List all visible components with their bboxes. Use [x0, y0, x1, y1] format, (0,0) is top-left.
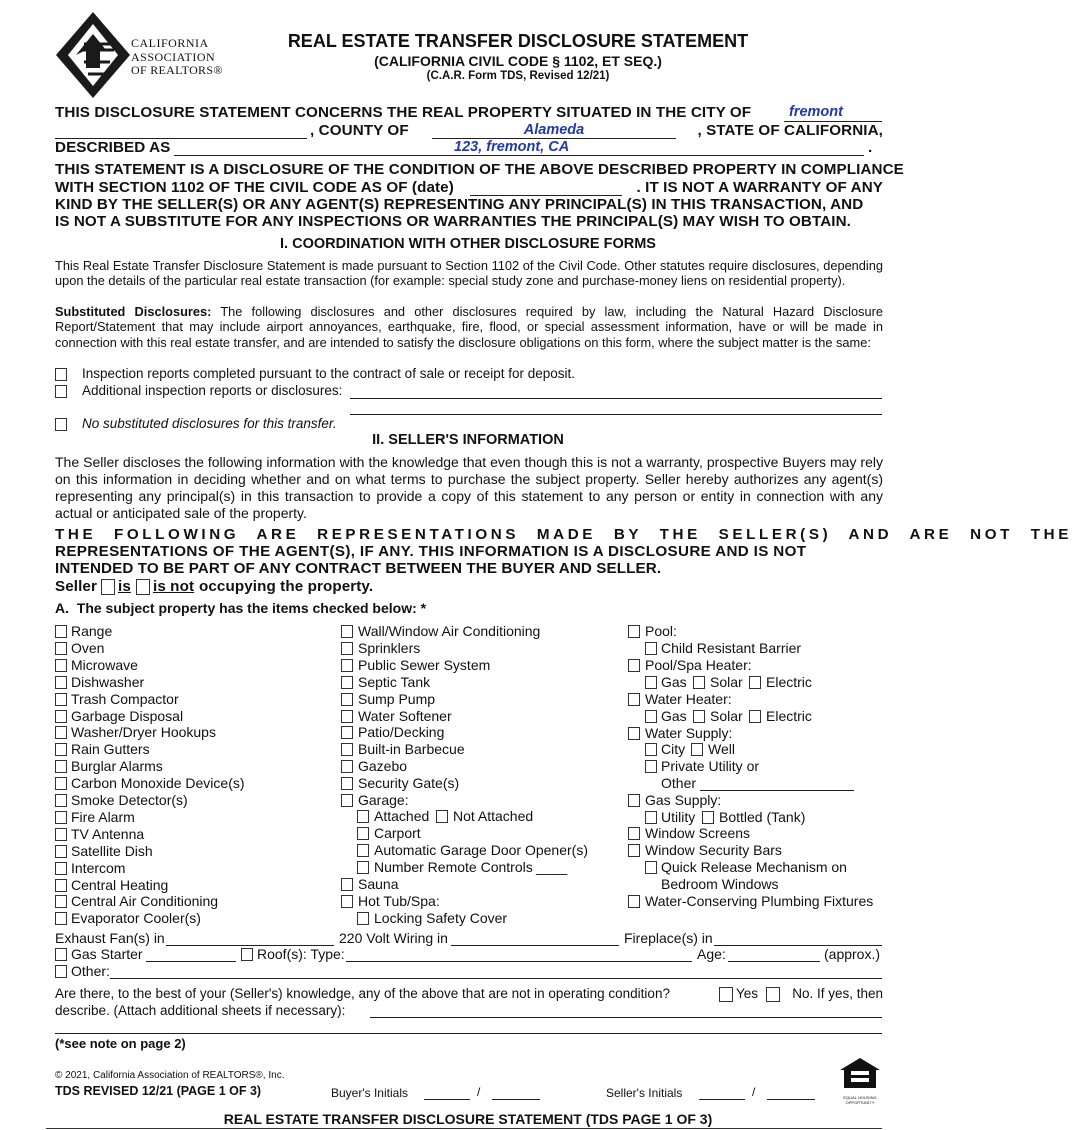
operating-no-label: No. If yes, then — [792, 986, 883, 1001]
county-value[interactable]: Alameda — [523, 122, 585, 138]
seller-is-checkbox[interactable] — [101, 579, 115, 595]
garage-opener-label: Automatic Garage Door Opener(s) — [374, 842, 588, 858]
fire-alarm-label: Fire Alarm — [71, 808, 135, 825]
central-heating-label: Central Heating — [71, 876, 169, 893]
seller-slash: / — [752, 1085, 756, 1099]
water-softener-label: Water Softener — [358, 707, 452, 724]
dishwasher-checkbox[interactable] — [55, 676, 67, 689]
described-period: . — [868, 139, 873, 156]
ws-private-label: Private Utility or — [661, 758, 760, 774]
buyers-initials-label: Buyer's Initials — [331, 1086, 408, 1100]
pool-electric-checkbox[interactable] — [749, 676, 761, 689]
water-conserving-checkbox[interactable] — [628, 895, 640, 908]
gas-supply-label: Gas Supply: — [645, 792, 722, 808]
other-field[interactable] — [110, 978, 882, 979]
see-note: (*see note on page 2) — [55, 1036, 186, 1051]
logo-line1: CALIFORNIA — [131, 36, 209, 50]
logo-line3: OF REALTORS® — [131, 63, 223, 77]
ws-private-checkbox[interactable] — [645, 760, 657, 773]
ws-city-checkbox[interactable] — [645, 743, 657, 756]
seller-is-not: is not — [153, 578, 195, 595]
central-heating-checkbox[interactable] — [55, 879, 67, 892]
carport-label: Carport — [374, 825, 421, 841]
county-label: , COUNTY OF — [310, 122, 409, 139]
page-footer-title: REAL ESTATE TRANSFER DISCLOSURE STATEMENT (TDS PAGE 1 OF 3) — [223, 1111, 713, 1127]
central-air-conditioning-label: Central Air Conditioning — [71, 893, 219, 910]
pool-checkbox[interactable] — [628, 625, 640, 638]
window-screens-label: Window Screens — [645, 825, 751, 841]
operating-yes-label: Yes — [736, 986, 759, 1001]
rain-gutters-label: Rain Gutters — [71, 741, 150, 758]
car-logo — [54, 10, 224, 102]
gazebo-checkbox[interactable] — [341, 760, 353, 773]
age-label: Age: — [697, 946, 726, 962]
garbage-disposal-label: Garbage Disposal — [71, 707, 184, 724]
washer-dryer-hookups-label: Washer/Dryer Hookups — [71, 724, 216, 741]
remote-checkbox[interactable] — [357, 861, 369, 874]
ws-other-field[interactable] — [700, 790, 854, 791]
window-bars-label: Window Security Bars — [645, 842, 782, 858]
statement-line2a: WITH SECTION 1102 OF THE CIVIL CODE AS OF (date) — [55, 179, 454, 196]
wh-electric-label: Electric — [766, 708, 812, 724]
section2-bold1 — [55, 526, 1072, 543]
copyright: © 2021, California Association of REALTORS®, Inc. — [55, 1070, 285, 1081]
seller-is-not-checkbox[interactable] — [136, 579, 150, 595]
built-in-barbecue-label: Built-in Barbecue — [358, 741, 465, 758]
buyer-initial-2[interactable] — [492, 1099, 540, 1100]
garage-checkbox[interactable] — [341, 794, 353, 807]
sump-pump-checkbox[interactable] — [341, 693, 353, 706]
seller-initial-2[interactable] — [767, 1099, 815, 1100]
water-heater-checkbox[interactable] — [628, 693, 640, 706]
pool-solar-checkbox[interactable] — [693, 676, 705, 689]
wiring-field[interactable] — [451, 945, 619, 946]
seller-is: is — [118, 578, 131, 595]
patio-decking-checkbox[interactable] — [341, 726, 353, 739]
septic-tank-checkbox[interactable] — [341, 676, 353, 689]
property-intro: THIS DISCLOSURE STATEMENT CONCERNS THE REAL PROPERTY SITUATED IN THE CITY OF — [55, 104, 752, 121]
dishwasher-label: Dishwasher — [71, 673, 145, 690]
buyer-initial-1[interactable] — [424, 1099, 470, 1100]
garage-not-attached-checkbox[interactable] — [436, 810, 448, 823]
equal-housing-icon — [838, 1056, 882, 1090]
evaporator-cooler-s-label: Evaporator Cooler(s) — [71, 910, 201, 927]
locking-cover-checkbox[interactable] — [357, 912, 369, 925]
items-a-title: A. The subject property has the items checked below: * — [55, 600, 427, 616]
smoke-detector-s-checkbox[interactable] — [55, 794, 67, 807]
pool-gas-checkbox[interactable] — [645, 676, 657, 689]
section2-title: II. SELLER'S INFORMATION — [372, 432, 564, 448]
fire-alarm-checkbox[interactable] — [55, 811, 67, 824]
section1-p2 — [55, 304, 883, 350]
eho-line1: EQUAL HOUSING — [843, 1095, 877, 1100]
no-substituted-label: No substituted disclosures for this transfer. — [82, 416, 337, 431]
garage-opener-checkbox[interactable] — [357, 844, 369, 857]
patio-decking-label: Patio/Decking — [358, 724, 445, 741]
statement-line1: THIS STATEMENT IS A DISCLOSURE OF THE CONDITION OF THE ABOVE DESCRIBED PROPERTY IN COMPLIANCE — [55, 161, 904, 178]
child-barrier-label: Child Resistant Barrier — [661, 640, 802, 656]
range-checkbox[interactable] — [55, 625, 67, 638]
state-label: , STATE OF CALIFORNIA, — [697, 122, 883, 139]
wall-window-air-conditioning-label: Wall/Window Air Conditioning — [358, 623, 541, 639]
pool-label: Pool: — [645, 623, 677, 639]
range-label: Range — [71, 623, 113, 639]
additional-reports-label: Additional inspection reports or disclosures: — [82, 383, 343, 398]
sellers-initials-label: Seller's Initials — [606, 1086, 683, 1100]
intercom-label: Intercom — [71, 859, 126, 876]
microwave-checkbox[interactable] — [55, 659, 67, 672]
septic-tank-label: Septic Tank — [358, 673, 431, 690]
statement-line3: KIND BY THE SELLER(S) OR ANY AGENT(S) REPRESENTING ANY PRINCIPAL(S) IN THIS TRANSACTION, AND — [55, 196, 864, 213]
section2-bold1-text: THE FOLLOWING ARE REPRESENTATIONS MADE BY THE SELLER(S) AND ARE NOT THE — [55, 526, 1072, 543]
pool-electric-label: Electric — [766, 674, 812, 690]
other-label: Other: — [71, 963, 110, 979]
pool-heater-label: Pool/Spa Heater: — [645, 657, 752, 673]
sprinklers-checkbox[interactable] — [341, 642, 353, 655]
form-title: REAL ESTATE TRANSFER DISCLOSURE STATEMENT — [287, 31, 749, 51]
wiring-label: 220 Volt Wiring in — [339, 930, 448, 946]
seller-initial-1[interactable] — [699, 1099, 745, 1100]
operating-no-checkbox[interactable] — [766, 987, 780, 1002]
tv-antenna-checkbox[interactable] — [55, 828, 67, 841]
roof-field[interactable] — [346, 961, 692, 962]
window-screens-checkbox[interactable] — [628, 827, 640, 840]
approx-label: (approx.) — [824, 946, 881, 962]
gas-supply-checkbox[interactable] — [628, 794, 640, 807]
equal-housing-logo — [838, 1056, 882, 1105]
additional-reports-field[interactable] — [350, 398, 882, 399]
water-heater-label: Water Heater: — [645, 691, 732, 707]
wh-solar-label: Solar — [710, 708, 743, 724]
garage-not-attached-label: Not Attached — [453, 808, 534, 824]
form-subtitle: (CALIFORNIA CIVIL CODE § 1102, ET SEQ.) — [374, 53, 662, 69]
section2-bold2: REPRESENTATIONS OF THE AGENT(S), IF ANY. THIS INFORMATION IS A DISCLOSURE AND IS NOT — [55, 543, 807, 560]
garage-label: Garage: — [358, 792, 409, 808]
central-air-conditioning-checkbox[interactable] — [55, 895, 67, 908]
tv-antenna-label: TV Antenna — [71, 825, 145, 842]
satellite-dish-label: Satellite Dish — [71, 842, 153, 859]
quick-release-label2: Bedroom Windows — [661, 876, 779, 892]
water-supply-label: Water Supply: — [645, 725, 733, 741]
rain-gutters-checkbox[interactable] — [55, 743, 67, 756]
window-bars-checkbox[interactable] — [628, 844, 640, 857]
described-value[interactable]: 123, fremont, CA — [454, 139, 570, 155]
pool-heater-checkbox[interactable] — [628, 659, 640, 672]
form-number: (C.A.R. Form TDS, Revised 12/21) — [426, 70, 610, 82]
seller-occupying: occupying the property. — [199, 578, 374, 595]
evaporator-cooler-s-checkbox[interactable] — [55, 912, 67, 925]
described-label: DESCRIBED AS — [55, 139, 171, 156]
remote-blank[interactable]: ____ — [536, 859, 568, 875]
operating-question: Are there, to the best of your (Seller's) knowledge, any of the above that are not in operating condition? — [55, 986, 670, 1001]
oven-label: Oven — [71, 639, 105, 656]
ws-well-checkbox[interactable] — [691, 743, 703, 756]
gs-utility-label: Utility — [661, 809, 696, 825]
wall-window-air-conditioning-checkbox[interactable] — [341, 625, 353, 638]
wh-gas-label: Gas — [661, 708, 687, 724]
sprinklers-label: Sprinklers — [358, 639, 421, 656]
pool-gas-label: Gas — [661, 674, 687, 690]
operating-yes-checkbox[interactable] — [719, 987, 733, 1002]
burglar-alarms-checkbox[interactable] — [55, 760, 67, 773]
water-conserving-label: Water-Conserving Plumbing Fixtures — [645, 893, 874, 909]
operating-describe-field[interactable] — [370, 1017, 882, 1018]
gs-bottled-checkbox[interactable] — [702, 811, 714, 824]
inspection-reports-checkbox[interactable] — [55, 368, 67, 381]
statement-line4: IS NOT A SUBSTITUTE FOR ANY INSPECTIONS OR WARRANTIES THE PRINCIPAL(S) MAY WISH TO OBTAIN. — [55, 213, 851, 230]
gas-starter-checkbox[interactable] — [55, 948, 67, 961]
washer-dryer-hookups-checkbox[interactable] — [55, 726, 67, 739]
gs-utility-checkbox[interactable] — [645, 811, 657, 824]
section2-bold3: INTENDED TO BE PART OF ANY CONTRACT BETWEEN THE BUYER AND SELLER. — [55, 560, 662, 577]
operating-describe: describe. (Attach additional sheets if necessary): — [55, 1003, 346, 1018]
substituted-text: The following disclosures and other disclosures required by law, including the Natural Hazard Disclosure Report/Statement that may include airport annoyances, earthquake, fire, flood, or special assessment information, have or will be made in connection with this real estate transfer, and are intended to satisfy the disclosure obligations on this form, where the subject matter is the same: — [55, 304, 884, 350]
fireplace-label: Fireplace(s) in — [624, 930, 713, 946]
satellite-dish-checkbox[interactable] — [55, 845, 67, 858]
locking-cover-label: Locking Safety Cover — [374, 910, 508, 926]
wh-gas-checkbox[interactable] — [645, 710, 657, 723]
water-softener-checkbox[interactable] — [341, 710, 353, 723]
trash-compactor-checkbox[interactable] — [55, 693, 67, 706]
intercom-checkbox[interactable] — [55, 862, 67, 875]
logo-line2: ASSOCIATION — [131, 50, 216, 64]
wh-solar-checkbox[interactable] — [693, 710, 705, 723]
garbage-disposal-checkbox[interactable] — [55, 710, 67, 723]
wh-electric-checkbox[interactable] — [749, 710, 761, 723]
ws-other-label: Other — [661, 775, 697, 791]
buyer-slash: / — [477, 1085, 481, 1099]
gazebo-label: Gazebo — [358, 758, 408, 775]
hottub-checkbox[interactable] — [341, 895, 353, 908]
gs-bottled-label: Bottled (Tank) — [719, 809, 806, 825]
carbon-monoxide-device-s-label: Carbon Monoxide Device(s) — [71, 775, 245, 792]
child-barrier-checkbox[interactable] — [645, 642, 657, 655]
roof-checkbox[interactable] — [241, 948, 253, 961]
car-logo-mark — [54, 10, 132, 100]
substituted-label: Substituted Disclosures: — [55, 304, 212, 319]
section1-p1: This Real Estate Transfer Disclosure Statement is made pursuant to Section 1102 of the Civil Code. Other statutes require disclosures, depending upon the details of the particular real estate transaction (for example: special study zone and purchase-money liens on residential property). — [55, 258, 883, 289]
section1-title: I. COORDINATION WITH OTHER DISCLOSURE FORMS — [280, 236, 656, 252]
hottub-label: Hot Tub/Spa: — [358, 893, 440, 909]
seller-label: Seller — [55, 578, 97, 595]
section2-p1: The Seller discloses the following information with the knowledge that even though this is not a warranty, prospective Buyers may rely on this information in deciding whether and on what terms to purchase the subject property. Seller hereby authorizes any agent(s) representing any principal(s) in this transaction to provide a copy of this statement to any person or entity in connection with any actual or anticipated sale of the property. — [55, 454, 883, 521]
carport-checkbox[interactable] — [357, 827, 369, 840]
remote-label: Number Remote Controls — [374, 859, 533, 875]
inspection-reports-label: Inspection reports completed pursuant to the contract of sale or receipt for deposit. — [82, 366, 576, 381]
security-gate-s-label: Security Gate(s) — [358, 775, 460, 792]
carbon-monoxide-device-s-checkbox[interactable] — [55, 777, 67, 790]
no-substituted-checkbox[interactable] — [55, 418, 67, 431]
garage-attached-label: Attached — [374, 808, 430, 824]
burglar-alarms-label: Burglar Alarms — [71, 758, 163, 775]
microwave-label: Microwave — [71, 656, 138, 673]
tds-revised: TDS REVISED 12/21 (PAGE 1 OF 3) — [55, 1084, 262, 1098]
trash-compactor-label: Trash Compactor — [71, 690, 179, 707]
sauna-checkbox[interactable] — [341, 878, 353, 891]
garage-attached-checkbox[interactable] — [357, 810, 369, 823]
sauna-label: Sauna — [358, 876, 399, 892]
public-sewer-system-label: Public Sewer System — [358, 656, 491, 673]
public-sewer-system-checkbox[interactable] — [341, 659, 353, 672]
ws-well-label: Well — [708, 741, 735, 757]
security-gate-s-checkbox[interactable] — [341, 777, 353, 790]
quick-release-checkbox[interactable] — [645, 861, 657, 874]
other-checkbox[interactable] — [55, 965, 67, 978]
water-supply-checkbox[interactable] — [628, 727, 640, 740]
gas-starter-field[interactable] — [146, 961, 236, 962]
built-in-barbecue-checkbox[interactable] — [341, 743, 353, 756]
oven-checkbox[interactable] — [55, 642, 67, 655]
sump-pump-label: Sump Pump — [358, 690, 436, 707]
pool-solar-label: Solar — [710, 674, 743, 690]
eho-line2: OPPORTUNITY — [845, 1100, 875, 1105]
additional-reports-checkbox[interactable] — [55, 385, 67, 398]
city-value[interactable]: fremont — [789, 104, 843, 120]
quick-release-label1: Quick Release Mechanism on — [661, 859, 847, 875]
exhaust-label: Exhaust Fan(s) in — [55, 930, 165, 946]
smoke-detector-s-label: Smoke Detector(s) — [71, 792, 188, 808]
roof-label: Roof(s): Type: — [257, 946, 345, 962]
ws-city-label: City — [661, 741, 686, 757]
age-field[interactable] — [728, 961, 820, 962]
gas-starter-label: Gas Starter — [71, 946, 143, 962]
statement-line2b: . IT IS NOT A WARRANTY OF ANY — [636, 179, 883, 196]
